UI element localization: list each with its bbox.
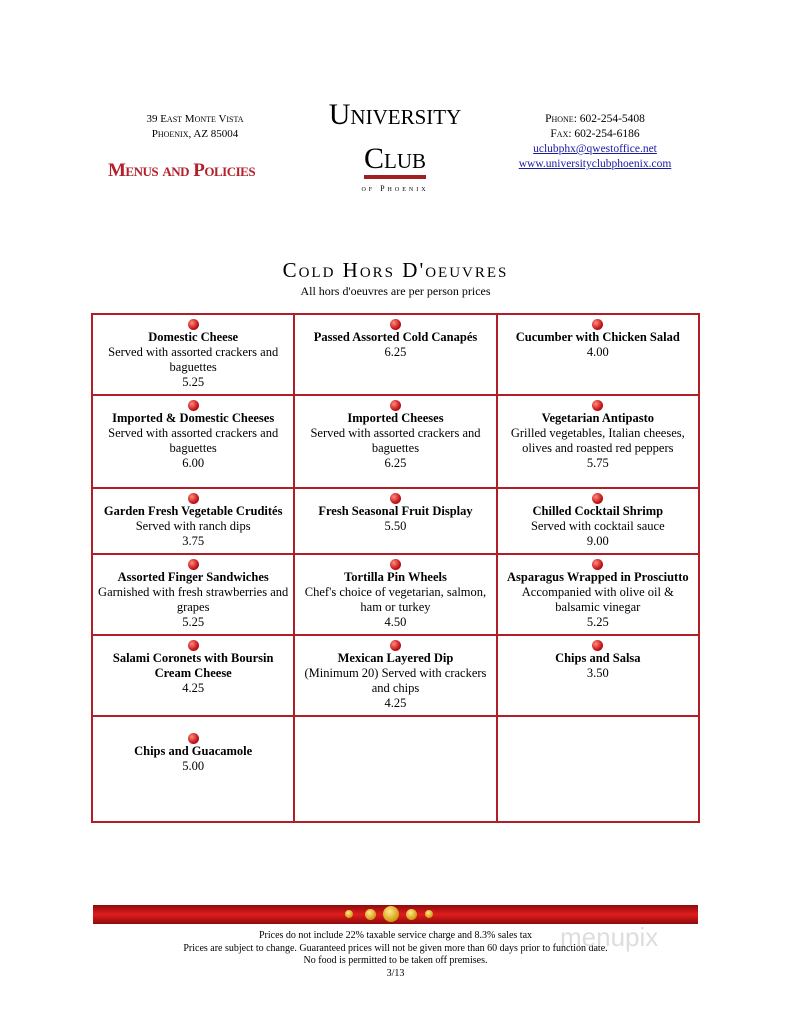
item-price: 5.50 (384, 519, 407, 533)
item-price: 4.00 (586, 345, 609, 359)
item-description: (Minimum 20) Served with crackers and chips (304, 666, 487, 695)
item-price: 6.25 (384, 345, 407, 359)
menu-cell (497, 488, 699, 554)
watermark: menupix (560, 922, 659, 952)
footer-line3: No food is permitted to be taken off premises. (303, 955, 488, 966)
item-name: Chips and Guacamole (134, 744, 253, 758)
menu-cell (294, 635, 496, 716)
item-name: Assorted Finger Sandwiches (117, 570, 269, 584)
item-description: Accompanied with olive oil & balsamic vinegar (521, 585, 674, 614)
menu-cell (92, 314, 294, 395)
table-row (92, 314, 699, 395)
item-name: Imported Cheeses (347, 411, 444, 425)
item-name: Garden Fresh Vegetable Crudités (103, 504, 283, 518)
menu-cell (497, 395, 699, 488)
item-description: Served with ranch dips (135, 519, 251, 533)
item-name: Domestic Cheese (148, 330, 239, 344)
item-description: Served with assorted crackers and baguettes (108, 426, 279, 455)
menu-table (91, 313, 700, 823)
logo-of-phoenix: of Phoenix (361, 184, 429, 193)
website-link[interactable]: www.universityclubphoenix.com (518, 158, 672, 170)
item-price: 4.25 (384, 696, 407, 710)
menu-cell (294, 314, 496, 395)
item-price: 9.00 (586, 534, 609, 548)
address-line2: Phoenix, AZ 85004 (151, 128, 239, 140)
item-name: Salami Coronets with Boursin Cream Cheese (112, 651, 274, 680)
item-description: Garnished with fresh strawberries and grapes (98, 585, 289, 614)
menu-cell (497, 554, 699, 635)
item-name: Chips and Salsa (555, 651, 641, 665)
bullet-icon (188, 493, 199, 504)
item-description: Served with cocktail sauce (530, 519, 665, 533)
email-link[interactable]: uclubphx@qwestoffice.net (533, 143, 657, 155)
item-description: Served with assorted crackers and baguettes (108, 345, 279, 374)
menu-cell (92, 488, 294, 554)
bullet-icon (592, 400, 603, 411)
bullet-icon (188, 319, 199, 330)
footer-line1: Prices do not include 22% taxable service charge and 8.3% sales tax (258, 930, 533, 941)
bullet-icon (592, 559, 603, 570)
item-name: Passed Assorted Cold Canapés (313, 330, 478, 344)
item-price: 5.00 (182, 759, 205, 773)
logo-club (300, 142, 490, 176)
item-price: 4.25 (182, 681, 205, 695)
bullet-icon (188, 640, 199, 651)
bullet-icon (390, 319, 401, 330)
menu-cell (92, 395, 294, 488)
item-price: 5.25 (182, 615, 205, 629)
bullet-icon (188, 400, 199, 411)
item-description: Chef's choice of vegetarian, salmon, ham or turkey (304, 585, 487, 614)
address (110, 112, 280, 142)
page-number: 3/13 (386, 967, 405, 979)
bullet-icon (592, 319, 603, 330)
menu-cell (294, 488, 496, 554)
logo-club-text: Club (364, 142, 426, 179)
menu-cell (294, 716, 496, 822)
table-row (92, 716, 699, 822)
menu-cell (497, 314, 699, 395)
page-subtitle: All hors d'oeuvres are per person prices (300, 284, 491, 298)
bullet-icon (592, 640, 603, 651)
item-price: 5.25 (586, 615, 609, 629)
item-name: Asparagus Wrapped in Prosciutto (506, 570, 689, 584)
item-price: 5.25 (182, 375, 205, 389)
item-description: Grilled vegetables, Italian cheeses, olives and roasted red peppers (510, 426, 685, 455)
address-line1: 39 East Monte Vista (146, 113, 244, 125)
item-name: Fresh Seasonal Fruit Display (318, 504, 473, 518)
item-description: Served with assorted crackers and baguettes (310, 426, 481, 455)
item-name: Mexican Layered Dip (337, 651, 454, 665)
bullet-icon (390, 400, 401, 411)
menu-cell (497, 635, 699, 716)
menu-cell (294, 554, 496, 635)
contact-info (500, 112, 690, 172)
menu-cell (294, 395, 496, 488)
menu-cell (92, 716, 294, 822)
footer (0, 930, 791, 980)
bullet-icon (188, 559, 199, 570)
bullet-icon (390, 493, 401, 504)
bullet-icon (592, 493, 603, 504)
menu-cell (92, 635, 294, 716)
item-name: Tortilla Pin Wheels (344, 570, 447, 584)
phone: Phone: 602-254-5408 (545, 113, 645, 125)
fax: Fax: 602-254-6186 (550, 128, 640, 140)
section-heading: Menus and Policies (108, 160, 256, 181)
item-name: Chilled Cocktail Shrimp (532, 504, 664, 518)
bullet-icon (188, 733, 199, 744)
item-price: 3.75 (182, 534, 205, 548)
bullet-icon (390, 640, 401, 651)
item-name: Vegetarian Antipasto (541, 411, 654, 425)
item-name: Cucumber with Chicken Salad (515, 330, 680, 344)
logo-university: University (328, 98, 462, 131)
table-row (92, 488, 699, 554)
bullet-icon (390, 559, 401, 570)
item-price: 5.75 (586, 456, 609, 470)
footer-line2: Prices are subject to change. Guaranteed prices will not be given more than 60 days prior to function date. (183, 942, 608, 954)
table-row (92, 395, 699, 488)
item-name: Imported & Domestic Cheeses (112, 411, 275, 425)
menu-cell (92, 554, 294, 635)
item-price: 4.50 (384, 615, 407, 629)
page-title: Cold Hors D'oeuvres (282, 258, 509, 282)
item-price: 6.00 (182, 456, 205, 470)
item-price: 6.25 (384, 456, 407, 470)
menu-cell (497, 716, 699, 822)
table-row (92, 635, 699, 716)
table-row (92, 554, 699, 635)
item-price: 3.50 (586, 666, 609, 680)
